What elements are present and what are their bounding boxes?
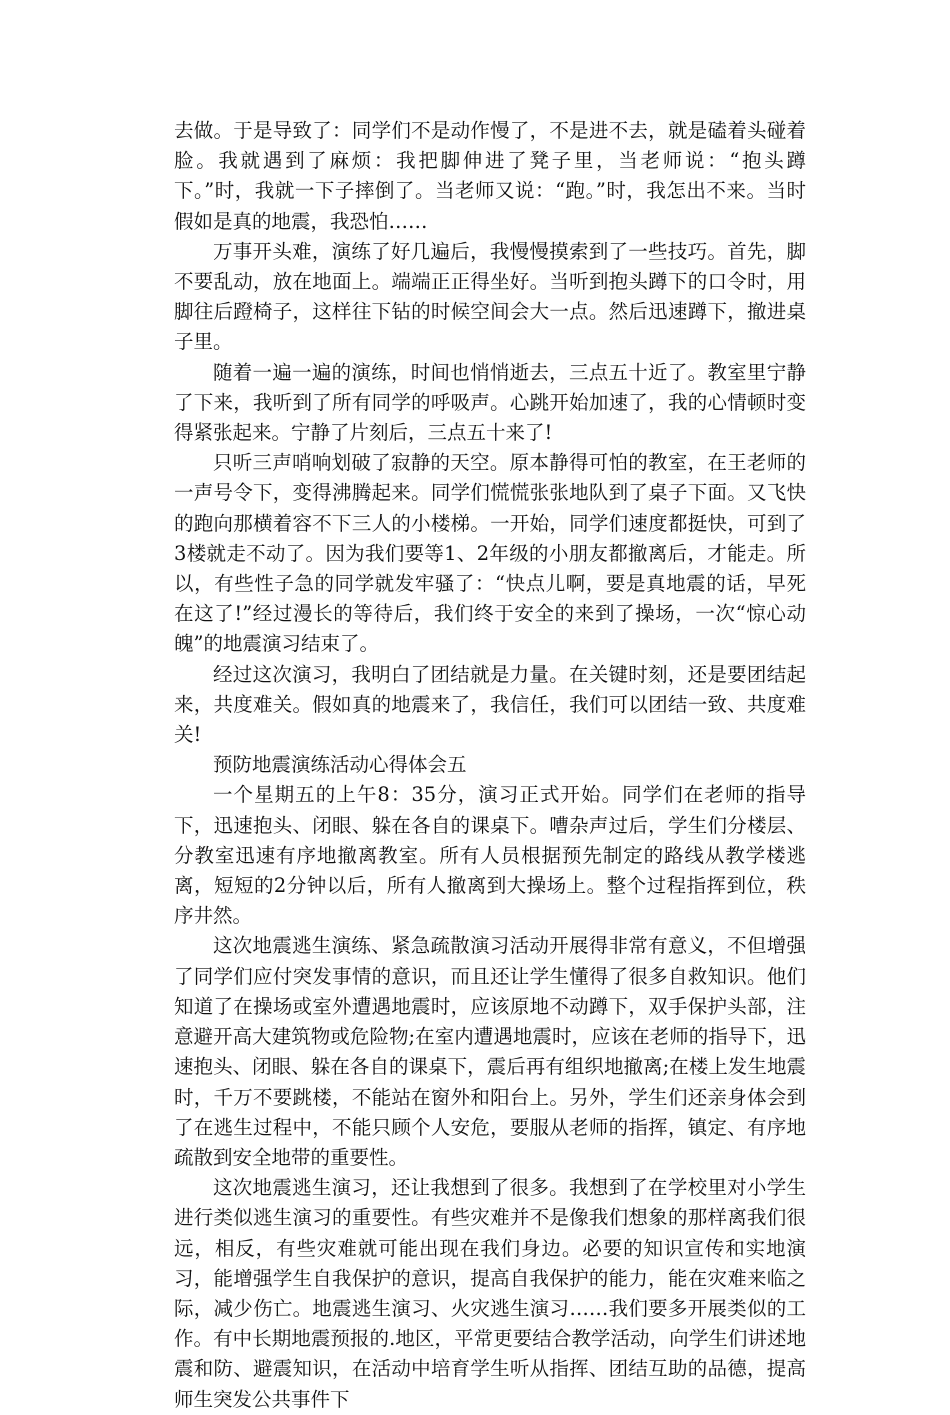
paragraph-continued: 去做。于是导致了：同学们不是动作慢了，不是进不去，就是磕着头碰着脸。我就遇到了麻烦：我把脚伸进了凳子里，当老师说：“抱头蹲下。”时，我就一下子摔倒了。当老师又说：“跑。”时，我怎出不来。当时假如是真的地震，我恐怕…… — [174, 119, 806, 233]
document-body — [174, 116, 806, 1415]
paragraph: 经过这次演习，我明白了团结就是力量。在关键时刻，还是要团结起来，共度难关。假如真的地震来了，我信任，我们可以团结一致、共度难关! — [174, 662, 806, 747]
paragraph: 万事开头难，演练了好几遍后，我慢慢摸索到了一些技巧。首先，脚不要乱动，放在地面上。端端正正得坐好。当听到抱头蹲下的口令时，用脚往后蹬椅子，这样往下钻的时候空间会大一点。然后迅速蹲下，撤进桌子里。 — [174, 239, 806, 354]
paragraph: 这次地震逃生演习，还让我想到了很多。我想到了在学校里对小学生进行类似逃生演习的重要性。有些灾难并不是像我们想象的那样离我们很远，相反，有些灾难就可能出现在我们身边。必要的知识宣传和实地演习，能增强学生自我保护的意识，提高自我保护的能力，能在灾难来临之际，减少伤亡。地震逃生演习、火灾逃生演习……我们要多开展类似的工作。有中长期地震预报的.地区，平常更要结合教学活动，向学生们讲述地震和防、避震知识，在活动中培育学生听从指挥、团结互助的品德，提高师生突发公共事件下 — [174, 1176, 806, 1411]
paragraph: 这次地震逃生演练、紧急疏散演习活动开展得非常有意义，不但增强了同学们应付突发事情的意识，而且还让学生懂得了很多自救知识。他们知道了在操场或室外遭遇地震时，应该原地不动蹲下，双手保护头部，注意避开高大建筑物或危险物;在室内遭遇地震时，应该在老师的指导下，迅速抱头、闭眼、躲在各自的课桌下，震后再有组织地撤离;在楼上发生地震时，千万不要跳楼，不能站在窗外和阳台上。另外，学生们还亲身体会到了在逃生过程中，不能只顾个人安危，要服从老师的指挥，镇定、有序地疏散到安全地带的重要性。 — [174, 934, 806, 1169]
paragraph: 只听三声哨响划破了寂静的天空。原本静得可怕的教室，在王老师的一声号令下，变得沸腾起来。同学们慌慌张张地队到了桌子下面。又飞快的跑向那横着容不下三人的小楼梯。一开始，同学们速度都挺快，可到了3楼就走不动了。因为我们要等1、2年级的小朋友都撤离后，才能走。所以，有些性子急的同学就发牢骚了：“快点儿啊，要是真地震的话，早死在这了!”经过漫长的等待后，我们终于安全的来到了操场，一次“惊心动魄”的地震演习结束了。 — [174, 451, 806, 656]
paragraph: 一个星期五的上午8：35分，演习正式开始。同学们在老师的指导下，迅速抱头、闭眼、躲在各自的课桌下。嘈杂声过后，学生们分楼层、分教室迅速有序地撤离教室。所有人员根据预先制定的路线从教学楼逃离，短短的2分钟以后，所有人撤离到大操场上。整个过程指挥到位，秩序井然。 — [174, 783, 806, 928]
section-heading: 预防地震演练活动心得体会五 — [213, 753, 467, 777]
paragraph: 随着一遍一遍的演练，时间也悄悄逝去，三点五十近了。教室里宁静了下来，我听到了所有同学的呼吸声。心跳开始加速了，我的心情顿时变得紧张起来。宁静了片刻后，三点五十来了! — [174, 360, 806, 445]
